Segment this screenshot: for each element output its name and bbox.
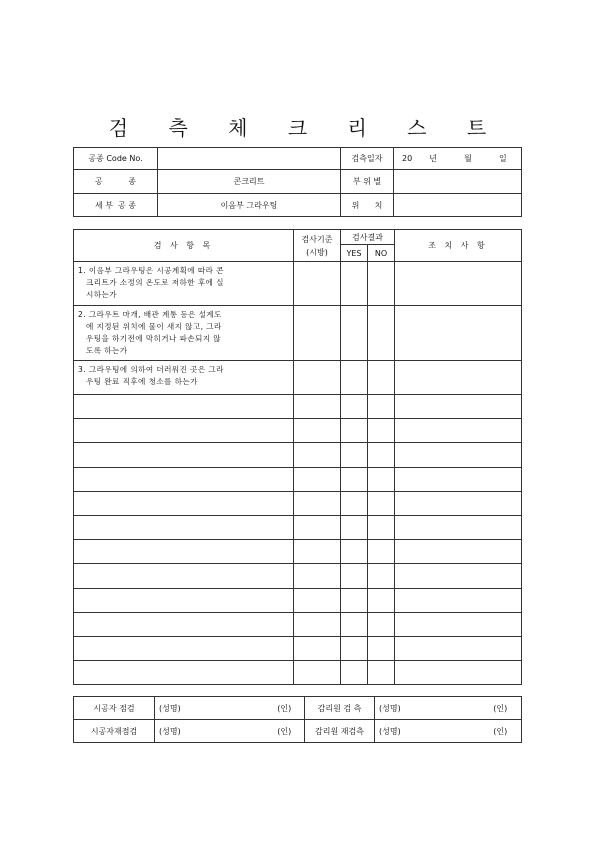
no-cell[interactable]: [368, 306, 395, 361]
part-field[interactable]: [394, 170, 522, 194]
table-row: [74, 361, 522, 395]
item-cell[interactable]: [74, 636, 294, 660]
criteria-cell[interactable]: [294, 262, 341, 306]
check-item-1: [74, 262, 294, 306]
location-label: 위 치: [341, 194, 394, 217]
criteria-cell[interactable]: [294, 419, 341, 443]
date-year-prefix: 20: [402, 154, 413, 163]
detail-work-label: 세 부 공 종: [74, 194, 158, 217]
action-cell[interactable]: [395, 467, 522, 491]
yes-cell[interactable]: [341, 661, 368, 685]
criteria-cell[interactable]: [294, 540, 341, 564]
table-row: [74, 661, 522, 685]
yes-cell[interactable]: [341, 612, 368, 636]
yes-cell[interactable]: [341, 443, 368, 467]
action-cell[interactable]: [395, 515, 522, 539]
no-cell[interactable]: [368, 564, 395, 588]
check-item-3-line1: 3. 그라우팅에 의하여 더러워진 곳은 그라: [78, 365, 224, 374]
supervisor-reinspect-name-field[interactable]: (성명): [375, 720, 480, 743]
table-row: [74, 515, 522, 539]
contractor-recheck-seal[interactable]: (인): [265, 720, 305, 743]
supervisor-inspect-name-field[interactable]: (성명): [375, 697, 480, 720]
no-cell[interactable]: [368, 588, 395, 612]
checklist-table: [73, 229, 522, 685]
check-item-2-line3: 우팅을 하기전에 막히거나 파손되지 않: [86, 334, 222, 343]
table-row: [74, 467, 522, 491]
item-cell[interactable]: [74, 395, 294, 419]
empty-rows: [74, 395, 522, 685]
contractor-check-seal[interactable]: (인): [265, 697, 305, 720]
col-criteria-header: [294, 230, 341, 262]
item-cell[interactable]: [74, 661, 294, 685]
no-cell[interactable]: [368, 419, 395, 443]
criteria-cell[interactable]: [294, 361, 341, 395]
criteria-cell[interactable]: [294, 588, 341, 612]
criteria-cell[interactable]: [294, 661, 341, 685]
table-row: [74, 443, 522, 467]
action-cell[interactable]: [395, 564, 522, 588]
no-cell[interactable]: [368, 361, 395, 395]
date-month-unit: 월: [464, 154, 472, 163]
detail-work-value[interactable]: 이음부 그라우팅: [158, 194, 341, 217]
no-cell[interactable]: [368, 443, 395, 467]
yes-cell[interactable]: [341, 588, 368, 612]
check-item-2: [74, 306, 294, 361]
no-cell[interactable]: [368, 262, 395, 306]
part-label: 부 위 별: [341, 170, 394, 194]
yes-cell[interactable]: [341, 306, 368, 361]
inspection-date-label: 검측일자: [341, 148, 394, 170]
action-cell[interactable]: [395, 661, 522, 685]
date-year-unit: 년: [429, 154, 438, 163]
col-item-header: 검 사 항 목: [74, 230, 294, 262]
action-cell[interactable]: [395, 395, 522, 419]
item-cell[interactable]: [74, 612, 294, 636]
item-cell[interactable]: [74, 419, 294, 443]
table-row: [74, 636, 522, 660]
check-item-3-line2: 우팅 완료 직후에 청소를 하는가: [86, 377, 198, 386]
info-table: [73, 147, 522, 217]
yes-cell[interactable]: [341, 467, 368, 491]
yes-cell[interactable]: [341, 540, 368, 564]
criteria-cell[interactable]: [294, 564, 341, 588]
action-cell[interactable]: [395, 443, 522, 467]
action-cell[interactable]: [395, 262, 522, 306]
work-type-value[interactable]: 콘크리트: [158, 170, 341, 194]
col-criteria-line2: (시방): [306, 247, 328, 257]
contractor-check-label: 시공자 점검: [74, 697, 155, 720]
supervisor-inspect-label: 감리원 검 측: [305, 697, 375, 720]
table-row: [74, 306, 522, 361]
col-no-header: NO: [368, 245, 395, 262]
table-row: [74, 395, 522, 419]
date-day-unit: 일: [498, 154, 507, 163]
criteria-cell[interactable]: [294, 395, 341, 419]
work-type-label: 공 종: [74, 170, 158, 194]
yes-cell[interactable]: [341, 419, 368, 443]
signature-table: [73, 696, 522, 743]
code-label: 공종 Code No.: [74, 148, 158, 170]
contractor-recheck-name-field[interactable]: (성명): [155, 720, 265, 743]
table-row: [74, 419, 522, 443]
supervisor-reinspect-seal[interactable]: (인): [480, 720, 522, 743]
action-cell[interactable]: [395, 361, 522, 395]
item-cell[interactable]: [74, 443, 294, 467]
criteria-cell[interactable]: [294, 515, 341, 539]
action-cell[interactable]: [395, 612, 522, 636]
check-item-2-line1: 2. 그라우트 마개, 배관 계통 등은 설계도: [78, 310, 222, 319]
yes-cell[interactable]: [341, 564, 368, 588]
no-cell[interactable]: [368, 467, 395, 491]
col-criteria-line1: 검사기준: [301, 234, 333, 244]
yes-cell[interactable]: [341, 361, 368, 395]
table-row: [74, 262, 522, 306]
item-cell[interactable]: [74, 491, 294, 515]
page-title: 검 측 체 크 리 스 트: [108, 116, 504, 140]
item-cell[interactable]: [74, 467, 294, 491]
yes-cell[interactable]: [341, 395, 368, 419]
table-row: [74, 564, 522, 588]
contractor-recheck-label: 시공자재점검: [74, 720, 155, 743]
table-row: [74, 491, 522, 515]
criteria-cell[interactable]: [294, 636, 341, 660]
item-cell[interactable]: [74, 564, 294, 588]
item-cell[interactable]: [74, 588, 294, 612]
yes-cell[interactable]: [341, 262, 368, 306]
no-cell[interactable]: [368, 515, 395, 539]
action-cell[interactable]: [395, 491, 522, 515]
item-cell[interactable]: [74, 540, 294, 564]
check-item-3: [74, 361, 294, 395]
location-field[interactable]: [394, 194, 522, 217]
criteria-cell[interactable]: [294, 306, 341, 361]
action-cell[interactable]: [395, 306, 522, 361]
yes-cell[interactable]: [341, 515, 368, 539]
supervisor-inspect-seal[interactable]: (인): [480, 697, 522, 720]
action-cell[interactable]: [395, 540, 522, 564]
no-cell[interactable]: [368, 661, 395, 685]
action-cell[interactable]: [395, 419, 522, 443]
check-item-1-line2: 크리트가 소정의 온도로 저하한 후에 실: [86, 278, 224, 287]
criteria-cell[interactable]: [294, 467, 341, 491]
no-cell[interactable]: [368, 540, 395, 564]
criteria-cell[interactable]: [294, 491, 341, 515]
contractor-check-name-field[interactable]: (성명): [155, 697, 265, 720]
table-row: [74, 540, 522, 564]
inspection-date-field[interactable]: [394, 148, 522, 170]
table-row: [74, 588, 522, 612]
action-cell[interactable]: [395, 588, 522, 612]
no-cell[interactable]: [368, 612, 395, 636]
action-cell[interactable]: [395, 636, 522, 660]
no-cell[interactable]: [368, 636, 395, 660]
item-cell[interactable]: [74, 515, 294, 539]
col-result-header: 검사결과: [341, 230, 395, 245]
yes-cell[interactable]: [341, 636, 368, 660]
table-row: [74, 612, 522, 636]
no-cell[interactable]: [368, 395, 395, 419]
check-item-1-line3: 시하는가: [86, 290, 117, 299]
supervisor-reinspect-label: 감리원 재검측: [305, 720, 375, 743]
col-action-header: 조 치 사 항: [395, 230, 522, 262]
check-item-2-line4: 도록 하는가: [86, 346, 128, 355]
check-item-2-line2: 에 지정된 위치에 물이 새지 않고, 그라: [86, 322, 222, 331]
yes-cell[interactable]: [341, 491, 368, 515]
col-yes-header: YES: [341, 245, 368, 262]
criteria-cell[interactable]: [294, 612, 341, 636]
code-field[interactable]: [158, 148, 341, 170]
criteria-cell[interactable]: [294, 443, 341, 467]
no-cell[interactable]: [368, 491, 395, 515]
check-item-1-line1: 1. 이음부 그라우팅은 시공계획에 따라 콘: [78, 266, 224, 275]
